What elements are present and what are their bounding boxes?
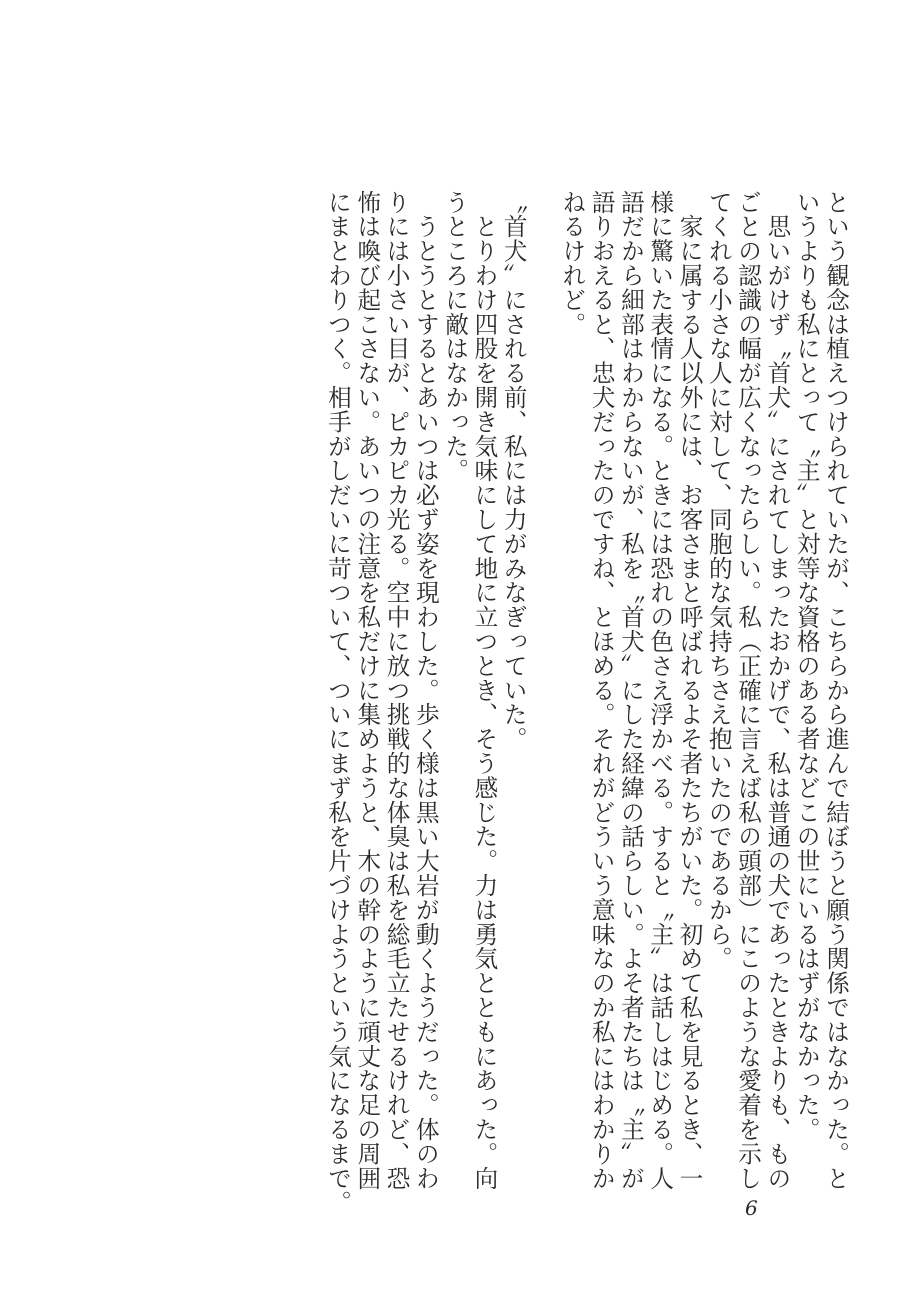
page-number: 6	[745, 1196, 758, 1220]
text-line: 思いがけず〝首犬〟にされてしまったおかげで、私は普通の犬であったときよりも、もの	[763, 190, 792, 1191]
text-line: にまとわりつく。相手がしだいに苛ついて、ついにまず私を片づけようという気になるまで。	[323, 190, 352, 1215]
text-line: うとうとするとあいつは必ず姿を現わした。歩く様は黒い大岩が動くようだった。体のわ	[411, 190, 440, 1191]
text-line: 語りおえると、忠犬だったのですね、とほめる。それがどういう意味なのか私にはわかりか	[587, 190, 616, 1191]
text-line: うところに敵はなかった。	[441, 190, 470, 483]
text-line: りには小さい目が、ピカピカ光る。空中に放つ挑戦的な体臭は私を総毛立たせるけれど、恐	[382, 190, 411, 1191]
text-line: 怖は喚び起こさない。あいつの注意を私だけに集めようと、木の幹のように頑丈な足の周囲	[353, 190, 382, 1191]
text-line: とりわけ四股を開き気味にして地に立つとき、そう感じた。力は勇気とともにあった。向	[470, 190, 499, 1191]
section-break	[528, 190, 557, 1190]
text-line: 様に驚いた表情になる。ときには恐れの色さえ浮かべる。すると〝主〟は話しはじめる。人	[646, 190, 675, 1191]
text-line: いうよりも私にとって〝主〟と対等な資格のある者などこの世にいるはずがなかった。	[792, 190, 821, 1142]
text-line: 〝首犬〟にされる前、私には力がみなぎっていた。	[499, 190, 528, 752]
text-line: 家に属する人以外には、お客さまと呼ばれるよそ者たちがいた。初めて私を見るとき、一	[675, 190, 704, 1191]
body-text	[323, 190, 850, 1215]
text-line: ごとの認識の幅が広くなったらしい。私（正確に言えば私の頭部）にこのような愛着を示し	[734, 190, 763, 1191]
text-line: 語だから細部はわからないが、私を〝首犬〟にした経緯の話らしい。よそ者たちは〝主〟が	[616, 190, 645, 1191]
text-line: ねるけれど。	[558, 190, 587, 337]
text-line: という観念は植えつけられていたが、こちらから進んで結ぼうと願う関係ではなかった。と	[822, 190, 850, 1191]
text-line: てくれる小さな人に対して、同胞的な気持ちさえ抱いたのであるから。	[704, 190, 733, 971]
